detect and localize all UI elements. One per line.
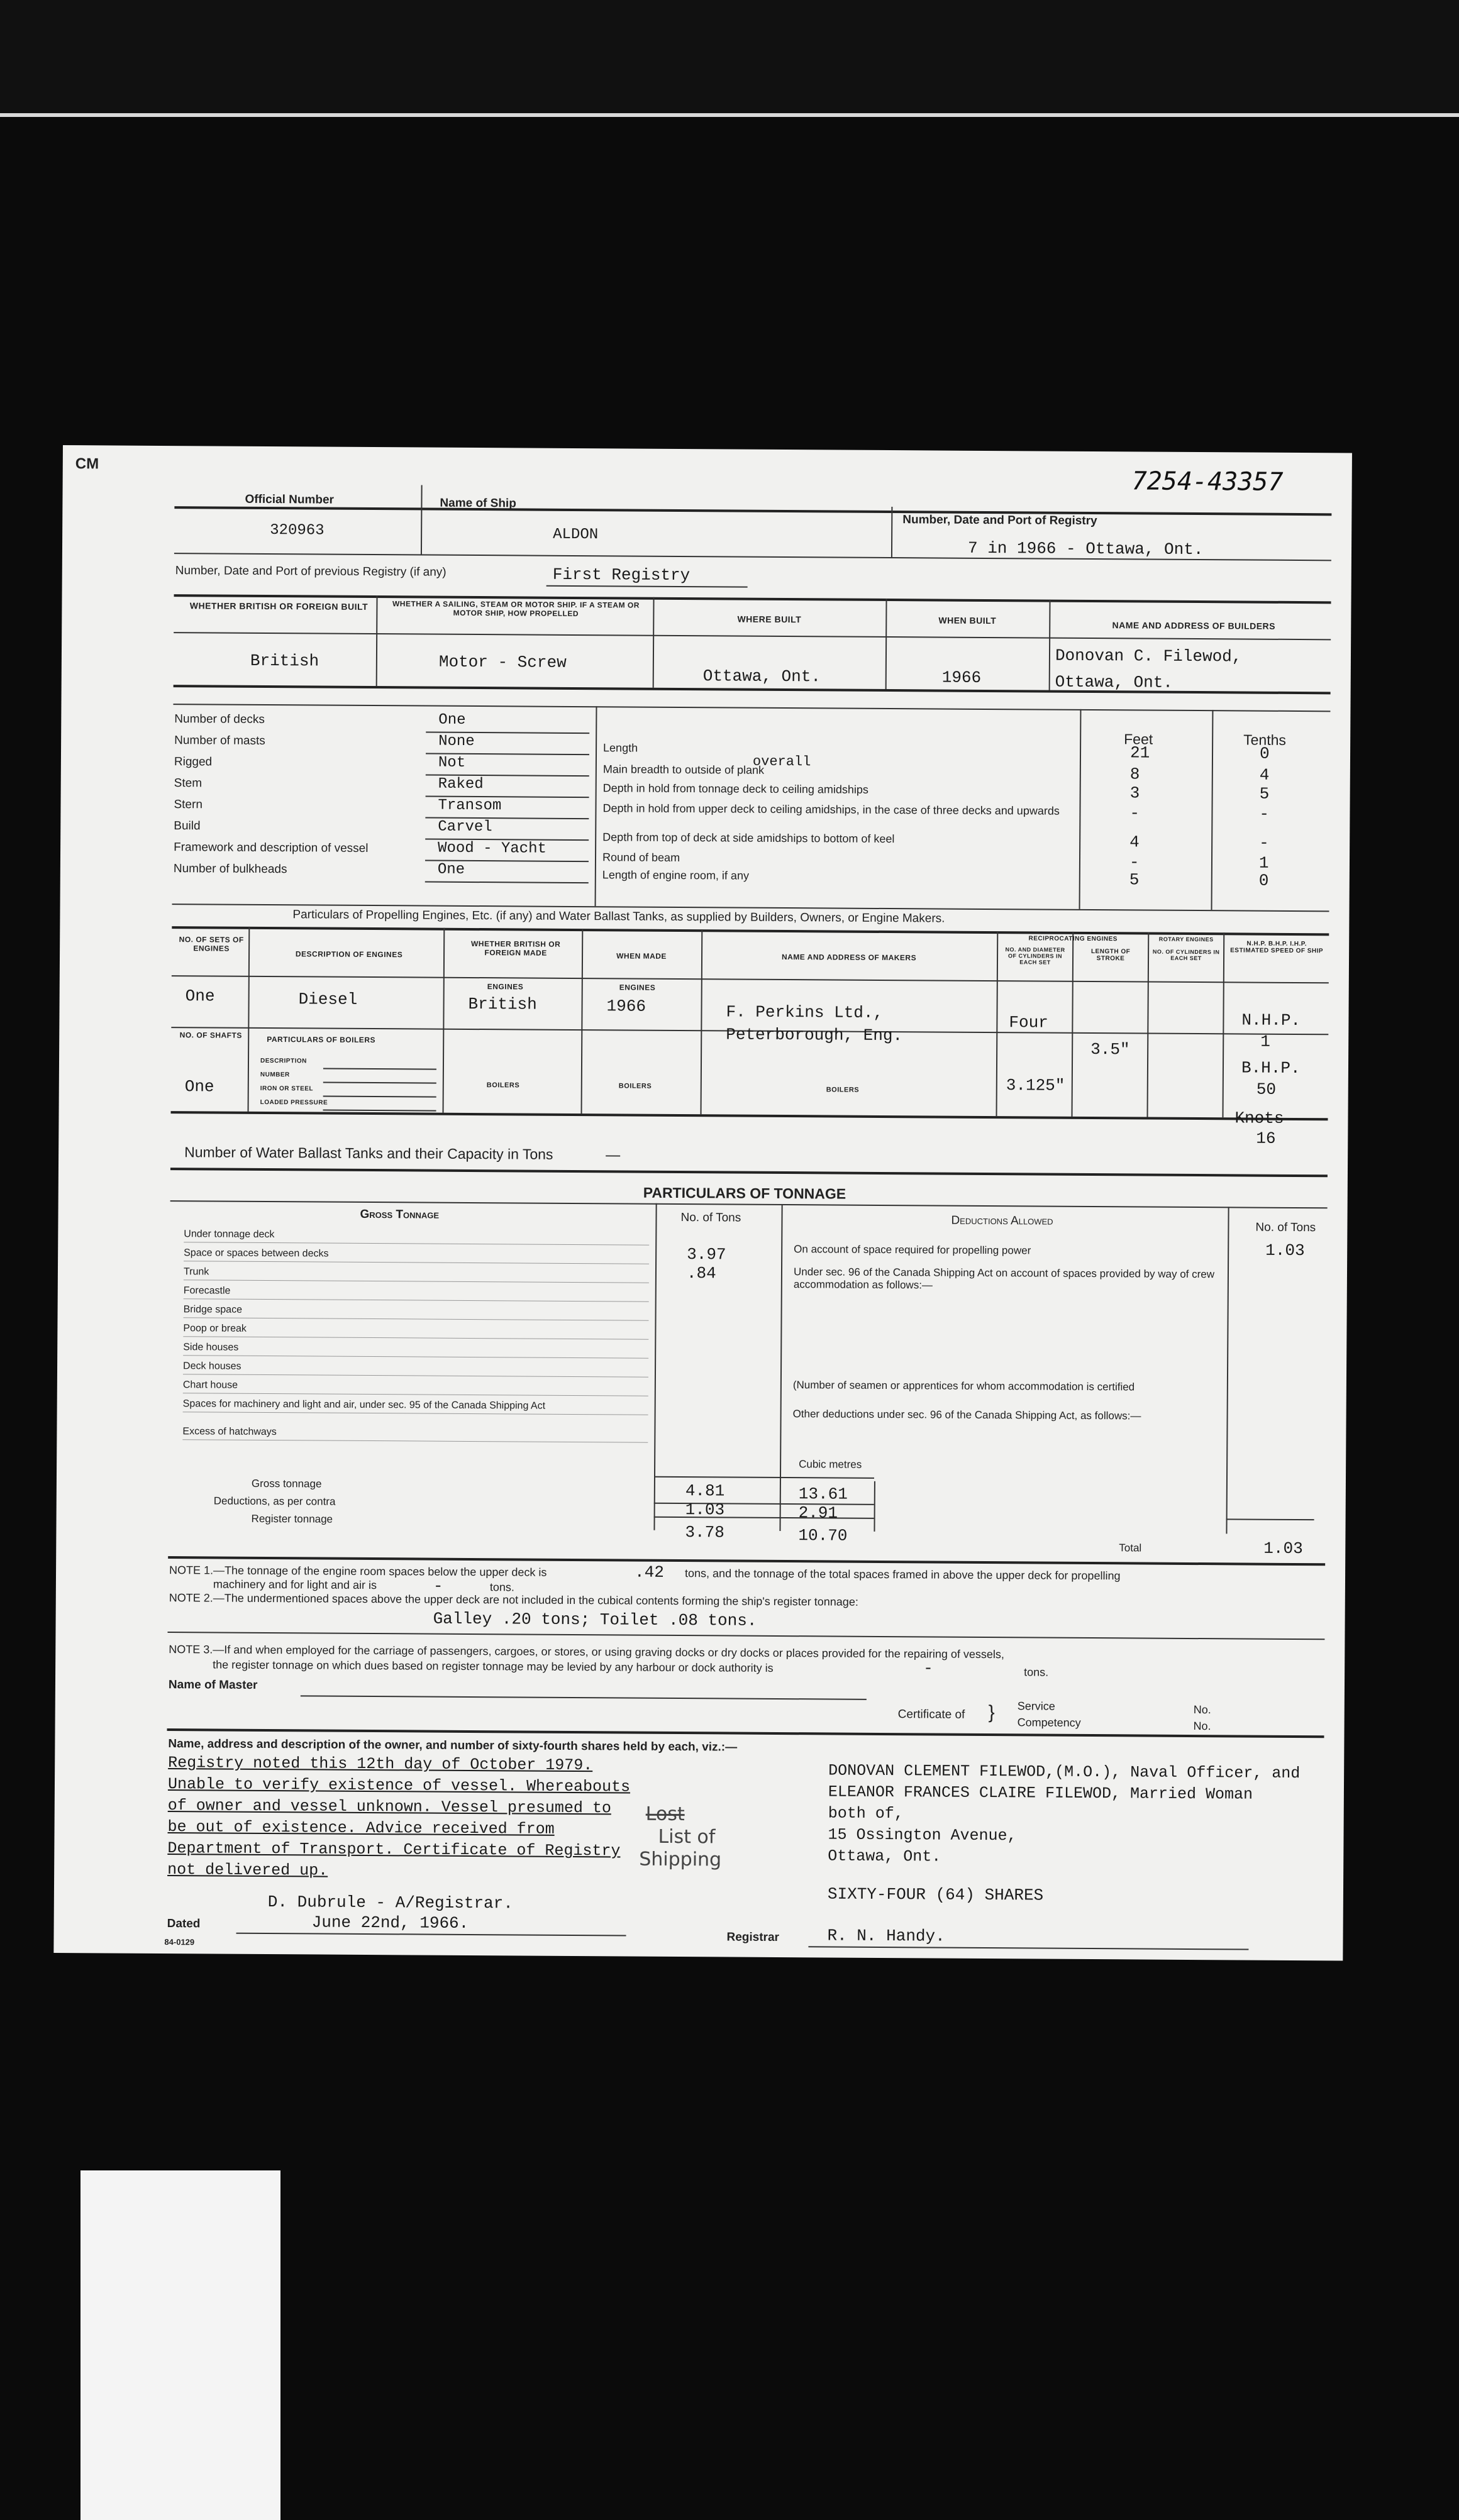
note1-b: tons, and the tonnage of the total spaces framed in above the upper deck for propelling: [684, 1567, 1121, 1583]
boiler-row-label: LOADED PRESSURE: [260, 1098, 328, 1107]
col-where-label: WHERE BUILT: [737, 614, 802, 625]
gross-tonnage-heading: Gross Tonnage: [360, 1207, 440, 1222]
engines-sub-label: ENGINES: [487, 982, 524, 992]
dimension-feet: 5: [1129, 870, 1140, 890]
note1-value: .42: [634, 1562, 664, 1582]
bhp-value: 50: [1256, 1080, 1277, 1099]
built-british: British: [250, 651, 319, 671]
tonnage-item-value: .84: [686, 1264, 716, 1283]
form-number: 84-0129: [164, 1937, 195, 1947]
name-of-ship: ALDON: [553, 526, 599, 544]
cylinders-count: Four: [1009, 1013, 1048, 1032]
tonnage-item-value: 3.97: [687, 1245, 726, 1264]
tonnage-item-label: Forecastle: [183, 1285, 231, 1296]
dimension-tenths: 1: [1258, 853, 1269, 873]
col-made-label: WHETHER BRITISH OR FOREIGN MADE: [470, 939, 561, 958]
owner-line: DONOVAN CLEMENT FILEWOD,(M.O.), Naval Officer, and: [828, 1761, 1301, 1783]
reference-number: 7254-43357: [1131, 467, 1284, 497]
tonnage-item-label: Bridge space: [183, 1304, 243, 1315]
boiler-row-label: DESCRIPTION: [260, 1057, 307, 1065]
owner-line: both of,: [828, 1804, 904, 1823]
particular-rule: [425, 881, 589, 884]
deductions-contra-label: Deductions, as per contra: [213, 1495, 336, 1508]
col-when-label: WHEN BUILT: [938, 615, 997, 626]
col-rotary-label: ROTARY ENGINES: [1158, 936, 1214, 943]
boiler-row-rule: [323, 1110, 436, 1112]
dimension-tenths: 0: [1258, 871, 1269, 890]
dimension-extra: overall: [752, 753, 811, 770]
particular-label: Number of bulkheads: [173, 862, 287, 876]
col-stroke-label: LENGTH OF STROKE: [1090, 948, 1131, 963]
register-cubic: 10.70: [798, 1526, 848, 1545]
official-number-label: Official Number: [245, 492, 335, 507]
gross-tonnage-label: Gross tonnage: [251, 1477, 322, 1490]
feet-label: Feet: [1124, 731, 1153, 748]
cubic-metres-label: Cubic metres: [799, 1458, 862, 1471]
ballast-label: Number of Water Ballast Tanks and their Capacity in Tons: [184, 1144, 553, 1163]
ship-register-form: CM 7254-43357 Official Number 320963 Name of Ship ALDON Number, Date and Port of Registry 7 in 1966 - Ottawa, Ont. Number, Date and Port of previous Registry (if any) First Registry WHETHER BRITISH OR FOREIGN BUILT WHETHER A SAILING, STEAM OR MOTOR SHIP. IF A STEAM OR MOTOR SHIP, HOW PROPELLED WHERE BUILT WHEN BUILT NAME AND ADDRESS OF BUILDERS British Motor - Screw Ottawa, Ont. 1966 Donovan C. Filewod, Ottawa, Ont. Number of decks One Number of masts None Rigged Not Stem Raked Stern Transom Build Carvel Framework and description of vessel Wood - Yacht Number of bulkheads One Feet Tenths Length overall 21 0 Main breadth to outside of plank 8 4 Depth in hold from tonnage deck to ceiling amidships 3 5 Depth in hold from upper deck to ceiling amidships, in the case of three decks and upwards - - Depth from top of deck at side amidships to bottom of keel 4 - Round of beam - 1 Length of engine room, if any 5 0 Particulars of Propelling Engines, Etc. (if any) and Water Ballast Tanks, as supplied by Builders, Owners, or Engine Makers. NO. OF SETS OF ENGINES DESCRIPTION OF ENGINES WHETHER BRITISH OR FOREIGN MADE WHEN MADE NAME AND ADDRESS OF MAKERS RECIPROCATING ENGINES ROTARY ENGINES NO. AND DIAMETER OF CYLINDERS IN EACH SET LENGTH OF STROKE NO. OF CYLINDERS IN EACH SET N.H.P. B.H.P. I.H.P. ESTIMATED SPEED OF SHIP One Diesel ENGINES British ENGINES 1966 F. Perkins Ltd., Peterborough, Eng. Four 3.125" 3.5" N.H.P. 1 B.H.P. 50 Knots 16 NO. OF SHAFTS PARTICULARS OF BOILERS One DESCRIPTION NUMBER IRON OR STEEL LOADED PRESSURE BOILERS BOILERS BOILERS Number of Water Ballast Tanks and their Capacity in Tons — PARTICULARS OF TONNAGE Gross Tonnage No. of Tons Deductions Allowed No. of Tons Under tonnage deck Space or spaces between decks 3.97 Trunk .84 Forecastle Bridge space Poop or break Side houses Deck houses Chart house Spaces for machinery and light and air, under sec. 95 of the Canada Shipping Act Excess of hatchways On account of space required for propelling power 1.03 Under sec. 96 of the Canada Shipping Act on account of spaces provided by way of crew accommodation as follows:— (Number of seamen or apprentices for whom accommodation is certified Other deductions under sec. 96 of the Canada Shipping Act, as follows:— Cubic metres Gross tonnage Deductions, as per contra Register tonnage 4.81 13.61 1.03 2.91 3.78 10.70 Total 1.03 NOTE 1.—The tonnage of the engine room spaces below the upper deck is .42 tons, and the tonnage of the total spaces framed in above the upper deck for propelling machinery and for light and air is - tons. NOTE 2.—The undermentioned spaces above the upper deck are not included in the cubical contents forming the ship's register tonnage: Galley .20 tons; Toilet .08 tons. NOTE 3.—If and when employed for the carriage of passengers, cargoes, or stores, or using graving docks or dry docks or places provided for the repairing of vessels, the register tonnage on which dues based on register tonnage may be levied by any harbour or dock authority is - tons. Name of Master Certificate of } Service Competency No. No. Name, address and description of the owner, and number of sixty-fourth shares held by each, viz.:— Registry noted this 12th day of October 1979. Unable to verify existence of vessel. Whereabouts of owner and vessel unknown. Vessel presumed to be out of existence. Advice received from Department of Transport. Certificate of Registry not delivered up. D. Dubrule - A/Registrar. Lost List of Shipping DONOVAN CLEMENT FILEWOD,(M.O.), Naval Officer, and ELEANOR FRANCES CLAIRE FILEWOD, Married Woman both of, 15 Ossington Avenue, Ottawa, Ont. SIXTY-FOUR (64) SHARES Dated June 22nd, 1966. Registrar R. N. Handy. 84-0129: [53, 445, 1352, 1960]
no-tons-label: No. of Tons: [680, 1211, 741, 1225]
remark-line: be out of existence. Advice received from: [167, 1818, 555, 1838]
particular-value: One: [437, 861, 465, 878]
cylinders-diameter: 3.125": [1006, 1076, 1065, 1095]
knots-label: Knots: [1234, 1108, 1284, 1128]
particular-label: Build: [174, 819, 201, 833]
gross-tons: 4.81: [685, 1481, 725, 1501]
particular-label: Number of decks: [174, 712, 265, 726]
dimension-label: Length: [603, 741, 638, 754]
dimension-tenths: 0: [1259, 744, 1270, 763]
shares: SIXTY-FOUR (64) SHARES: [827, 1884, 1044, 1905]
ded-propelling-value: 1.03: [1265, 1241, 1305, 1261]
particular-label: Number of masts: [174, 734, 265, 748]
knots-value: 16: [1256, 1129, 1276, 1148]
ded-seamen: (Number of seamen or apprentices for whom accommodation is certified: [792, 1379, 1135, 1393]
boiler-row-rule: [323, 1068, 436, 1070]
remark-line: Department of Transport. Certificate of Registry: [167, 1839, 621, 1860]
col-rot-cyl-label: NO. OF CYLINDERS IN EACH SET: [1152, 948, 1220, 962]
dimension-tenths: 5: [1259, 784, 1270, 804]
previous-registry-label: Number, Date and Port of previous Registry (if any): [175, 564, 447, 579]
previous-registry-value: First Registry: [552, 565, 691, 585]
tonnage-item-label: Chart house: [182, 1379, 238, 1391]
boiler-row-label: NUMBER: [260, 1071, 290, 1079]
built-when: 1966: [941, 668, 982, 687]
engine-sets: One: [185, 986, 215, 1006]
deductions-cubic: 2.91: [798, 1503, 838, 1523]
builder-line1: Donovan C. Filewod,: [1055, 646, 1242, 666]
engines-sub-label-2: ENGINES: [619, 983, 656, 992]
official-number: 320963: [270, 522, 325, 539]
registrar-value: R. N. Handy.: [827, 1926, 945, 1946]
col-cyl-label: NO. AND DIAMETER OF CYLINDERS IN EACH SET: [1005, 946, 1065, 966]
note1-d: tons.: [489, 1581, 515, 1594]
stamp-lost: Lost: [645, 1803, 685, 1826]
note2: NOTE 2.—The undermentioned spaces above the upper deck are not included in the cubical contents forming the ship's register tonnage:: [169, 1591, 858, 1608]
note3-value: -: [923, 1659, 933, 1678]
microfilm-top-band: [0, 0, 1459, 117]
tenths-label: Tenths: [1243, 731, 1287, 748]
col-british-label: WHETHER BRITISH OR FOREIGN BUILT: [189, 600, 369, 612]
note3-c: tons.: [1024, 1666, 1049, 1679]
note2-value: Galley .20 tons; Toilet .08 tons.: [433, 1609, 757, 1630]
particular-label: Framework and description of vessel: [174, 841, 369, 855]
service-label: Service: [1017, 1699, 1055, 1713]
corner-mark: CM: [75, 455, 99, 473]
remark-line: not delivered up.: [167, 1860, 328, 1880]
remark-line: Unable to verify existence of vessel. Whereabouts: [167, 1775, 631, 1796]
dimension-tenths: -: [1259, 833, 1269, 853]
gross-cubic: 13.61: [798, 1484, 848, 1504]
competency-no-label: No.: [1193, 1720, 1211, 1733]
engine-made: British: [468, 994, 537, 1014]
particular-value: None: [438, 732, 475, 751]
tonnage-item-label: Space or spaces between decks: [184, 1247, 329, 1259]
built-propulsion: Motor - Screw: [438, 652, 567, 672]
ballast-value: —: [606, 1146, 621, 1163]
dimension-feet: -: [1129, 804, 1140, 823]
particular-label: Stern: [174, 798, 202, 812]
note1-a: NOTE 1.—The tonnage of the engine room spaces below the upper deck is: [169, 1564, 547, 1579]
deductions-heading: Deductions Allowed: [951, 1213, 1053, 1228]
total-label: Total: [1119, 1542, 1142, 1554]
owner-line: Ottawa, Ont.: [828, 1847, 941, 1866]
col-makers-label: NAME AND ADDRESS OF MAKERS: [781, 952, 917, 963]
boilers-label-2: BOILERS: [618, 1082, 652, 1090]
tonnage-item-label: Excess of hatchways: [182, 1426, 277, 1438]
certificate-label: Certificate of: [897, 1708, 965, 1721]
particular-value: Carvel: [438, 818, 492, 836]
shafts-label: NO. OF SHAFTS: [179, 1031, 242, 1040]
register-tonnage-label: Register tonnage: [251, 1512, 333, 1525]
ded-propelling: On account of space required for propelling power: [794, 1243, 1031, 1257]
col-sets-label: NO. OF SETS OF ENGINES: [179, 935, 244, 953]
tonnage-item-label: Poop or break: [183, 1323, 247, 1334]
stroke-length: 3.5": [1090, 1040, 1130, 1059]
register-tons: 3.78: [685, 1523, 724, 1542]
dimension-label: Depth from top of deck at side amidships to bottom of keel: [602, 831, 895, 846]
boilers-particulars-label: PARTICULARS OF BOILERS: [267, 1034, 376, 1045]
dated-label: Dated: [167, 1917, 201, 1931]
ded-crew: Under sec. 96 of the Canada Shipping Act on account of spaces provided by way of crew accommodation as follows:—: [793, 1266, 1215, 1291]
total-value: 1.03: [1263, 1539, 1303, 1559]
dimension-label: Depth in hold from upper deck to ceiling amidships, in the case of three decks and upwards: [602, 802, 1060, 817]
owner-line: 15 Ossington Avenue,: [828, 1825, 1017, 1845]
registry-label: Number, Date and Port of Registry: [902, 513, 1097, 528]
col-hp-label: N.H.P. B.H.P. I.H.P. ESTIMATED SPEED OF SHIP: [1230, 940, 1324, 955]
builder-line2: Ottawa, Ont.: [1055, 672, 1173, 692]
master-label: Name of Master: [168, 1678, 258, 1692]
shafts-value: One: [184, 1077, 214, 1097]
dimension-label: Length of engine room, if any: [602, 868, 750, 882]
maker-line2: Peterborough, Eng.: [726, 1025, 903, 1046]
service-no-label: No.: [1193, 1703, 1211, 1716]
competency-label: Competency: [1017, 1716, 1081, 1729]
particular-value: Not: [438, 754, 466, 771]
particular-value: Raked: [438, 775, 484, 793]
microfilm-blank-patch: [80, 2170, 280, 2520]
ded-other: Other deductions under sec. 96 of the Canada Shipping Act, as follows:—: [792, 1408, 1141, 1422]
col-when-made-label: WHEN MADE: [616, 951, 667, 961]
tonnage-item-label: Spaces for machinery and light and air, under sec. 95 of the Canada Shipping Act: [182, 1398, 546, 1412]
name-of-ship-label: Name of Ship: [440, 496, 516, 511]
boiler-row-rule: [323, 1082, 436, 1084]
maker-line1: F. Perkins Ltd.,: [726, 1002, 884, 1022]
particular-value: Transom: [438, 797, 502, 815]
boilers-label-3: BOILERS: [826, 1086, 860, 1094]
boiler-row-label: IRON OR STEEL: [260, 1085, 314, 1093]
remark-line: Registry noted this 12th day of October 1979.: [168, 1754, 593, 1775]
dimension-feet: 4: [1129, 832, 1140, 852]
particular-label: Rigged: [174, 755, 213, 769]
note1-value2: -: [433, 1576, 443, 1596]
dimension-label: Depth in hold from tonnage deck to ceiling amidships: [602, 782, 868, 796]
dimension-tenths: 4: [1259, 765, 1270, 785]
stamp-shipping: Shipping: [639, 1848, 722, 1871]
dimension-label: Main breadth to outside of plank: [602, 763, 765, 776]
remark-line: of owner and vessel unknown. Vessel presumed to: [167, 1796, 611, 1818]
owner-line: ELEANOR FRANCES CLAIRE FILEWOD, Married Woman: [828, 1782, 1253, 1804]
dimension-feet: 21: [1129, 743, 1150, 763]
boilers-label: BOILERS: [486, 1081, 520, 1090]
deductions-tons: 1.03: [685, 1500, 725, 1520]
remark-signature: D. Dubrule - A/Registrar.: [267, 1893, 514, 1913]
dimension-label: Round of beam: [602, 851, 680, 865]
built-where: Ottawa, Ont.: [702, 666, 821, 687]
registrar-label: Registrar: [726, 1930, 780, 1945]
stamp-list-of: List of: [658, 1825, 716, 1849]
col-desc-label: DESCRIPTION OF ENGINES: [295, 949, 403, 959]
nhp-value: 1: [1260, 1032, 1270, 1051]
dated-value: June 22nd, 1966.: [311, 1913, 469, 1933]
tonnage-title: PARTICULARS OF TONNAGE: [643, 1184, 846, 1202]
tonnage-item-label: Deck houses: [183, 1361, 241, 1372]
particular-value: One: [438, 711, 466, 729]
particular-value: Wood - Yacht: [438, 839, 547, 858]
boiler-row-rule: [323, 1096, 436, 1098]
dimension-tenths: -: [1259, 804, 1270, 824]
tonnage-item-label: Under tonnage deck: [184, 1229, 275, 1241]
engines-title: Particulars of Propelling Engines, Etc. (if any) and Water Ballast Tanks, as supplied by Builders, Owners, or Engine Makers.: [292, 908, 945, 926]
col-propulsion-label: WHETHER A SAILING, STEAM OR MOTOR SHIP. IF A STEAM OR MOTOR SHIP, HOW PROPELLED: [392, 599, 640, 619]
dimension-feet: -: [1129, 853, 1140, 872]
engine-when-made: 1966: [606, 997, 646, 1016]
no-tons-label-2: No. of Tons: [1255, 1220, 1316, 1235]
owners-label: Name, address and description of the owner, and number of sixty-fourth shares held by each, viz.:—: [168, 1737, 738, 1754]
particular-label: Stem: [174, 776, 202, 790]
note1-c: machinery and for light and air is: [213, 1578, 377, 1592]
bhp-label: B.H.P.: [1241, 1058, 1301, 1078]
tonnage-item-label: Side houses: [183, 1342, 239, 1353]
note3-b: the register tonnage on which dues based on register tonnage may be levied by any harbour or dock authority is: [213, 1658, 774, 1674]
engine-description: Diesel: [298, 990, 358, 1009]
col-builders-label: NAME AND ADDRESS OF BUILDERS: [1112, 620, 1276, 631]
note3-a: NOTE 3.—If and when employed for the carriage of passengers, cargoes, or stores, or using graving docks or dry docks or places provided for the repairing of vessels,: [169, 1643, 1004, 1661]
tonnage-item-label: Trunk: [183, 1266, 209, 1278]
nhp-label: N.H.P.: [1241, 1010, 1301, 1031]
col-recip-label: RECIPROCATING ENGINES: [1028, 935, 1118, 943]
dimension-feet: 3: [1129, 783, 1140, 803]
dimension-feet: 8: [1129, 765, 1140, 784]
registry-value: 7 in 1966 - Ottawa, Ont.: [967, 538, 1204, 560]
